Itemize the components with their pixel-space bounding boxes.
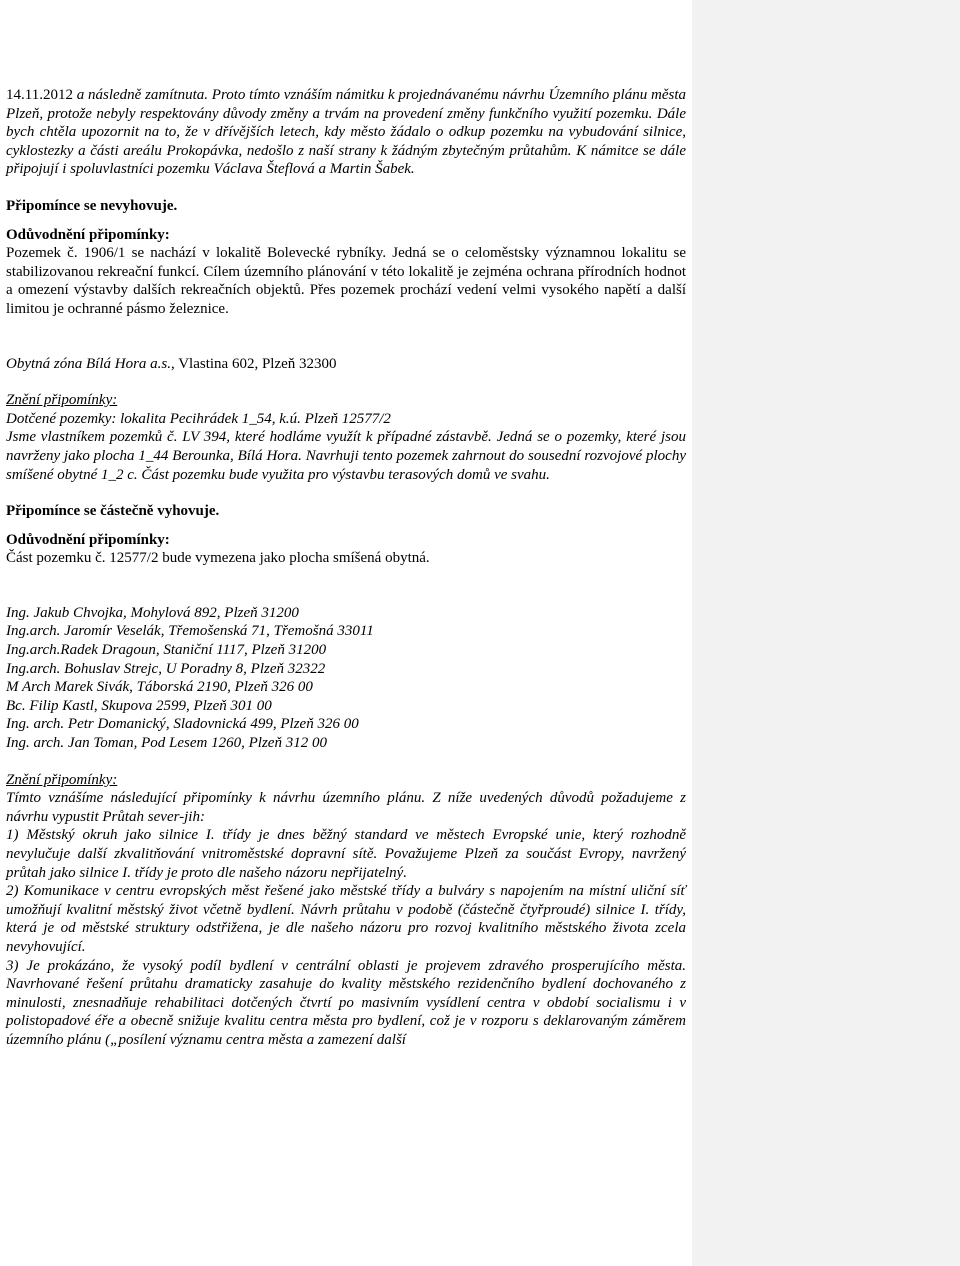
signatory: Ing.arch. Bohuslav Strejc, U Poradny 8, Plzeň 32322 xyxy=(6,660,326,677)
signatories-list xyxy=(6,604,686,753)
signatory: Ing.arch. Jaromír Veselák, Třemošenská 71, Třemošná 33011 xyxy=(6,623,374,640)
reason-heading: Odůvodnění připomínky: xyxy=(6,531,170,548)
signatory: M Arch Marek Sivák, Táborská 2190, Plzeň 326 00 xyxy=(6,679,313,696)
reason-text: Pozemek č. 1906/1 se nachází v lokalitě Bolevecké rybníky. Jedná se o celoměstsky významnou lokalitu se stabilizovanou rekreační funkcí. Cílem územního plánování v této lokalitě je zejména ochrana přírodních hodnot a omezení výstavby dalších rekreačních objektů. Přes pozemek prochází vedení velmi vysokého napětí a další limitou je ochranné pásmo železnice. xyxy=(6,245,686,317)
wording-paragraph: 2) Komunikace v centru evropských měst řešené jako městské třídy a bulváry s napojením na místní uliční síť umožňují kvalitní městský život včetně bydlení. Návrh průtahu v podobě (částečně čtyřproudé) silnice I. třídy, která je od městské struktury odstřižena, je dle našeho názoru pro rozvoj kvalitního městského života zcela nevyhovující. xyxy=(6,883,686,955)
signatory: Ing.arch.Radek Dragoun, Staniční 1117, Plzeň 31200 xyxy=(6,642,327,659)
reason-text: Část pozemku č. 12577/2 bude vymezena jako plocha smíšená obytná. xyxy=(6,550,430,567)
wording-heading: Znění připomínky: xyxy=(6,771,118,788)
date: 14.11.2012 xyxy=(6,87,73,103)
comment-margin xyxy=(692,0,960,1266)
affected-plots: Dotčené pozemky: lokalita Pecihrádek 1_54, k.ú. Plzeň 12577/2 xyxy=(6,410,391,427)
signatory: Ing. arch. Jan Toman, Pod Lesem 1260, Plzeň 312 00 xyxy=(6,735,327,752)
signatory: Ing. arch. Petr Domanický, Sladovnická 499, Plzeň 326 00 xyxy=(6,716,359,733)
wording-paragraph: 1) Městský okruh jako silnice I. třídy je dnes běžný standard ve městech Evropské unie, který rozhodně nevylučuje další zkvalitňování vnitroměstské dopravní sítě. Považujeme Plzeň za součást Evropy, navržený průtah jako silnice I. třídy je proto dle našeho názoru nepřijatelný. xyxy=(6,827,686,881)
signatory: Ing. Jakub Chvojka, Mohylová 892, Plzeň 31200 xyxy=(6,604,299,621)
signatory: Bc. Filip Kastl, Skupova 2599, Plzeň 301 00 xyxy=(6,697,272,714)
author: Obytná zóna Bílá Hora a.s., Vlastina 602, Plzeň 32300 xyxy=(6,355,337,372)
wording-paragraph: 3) Je prokázáno, že vysoký podíl bydlení v centrální oblasti je projevem zdravého prosperujícího města. Navrhované řešení průtahu dramaticky zasahuje do kvality městského rezidenčního bydlení dochovaného z minulosti, znesnadňuje rehabilitaci dotčených čtvrtí po masivním vysídlení centra v období socialismu i v polistopadové éře a obecně snižuje kvalitu centra města pro bydlení, což je v rozporu s deklarovaným záměrem územního plánu („posílení významu centra města a zamezení další xyxy=(6,957,686,1048)
verdict: Připomínce se částečně vyhovuje. xyxy=(6,503,220,520)
reason-heading: Odůvodnění připomínky: xyxy=(6,226,170,243)
document-page xyxy=(6,86,686,1050)
objection-text: 14.11.2012 a následně zamítnuta. Proto tímto vznáším námitku k projednávanému návrhu Územního plánu města Plzeň, protože nebyly respektovány důvody změny a trvám na provedení změny funkčního využití pozemku. Dále bych chtěla upozornit na to, že v dřívějších letech, kdy město žádalo o odkup pozemku na vybudování silnice, cyklostezky a části areálu Prokopávka, nedošlo z naší strany k žádným zbytečným průtahům. K námitce se dále připojují i spoluvlastníci pozemku Václava Šteflová a Martin Šabek. xyxy=(6,87,686,178)
wording-text: Jsme vlastníkem pozemků č. LV 394, které hodláme využít k případné zástavbě. Jedná se o pozemky, které jsou navrženy jako plocha 1_44 Berounka, Bílá Hora. Navrhuji tento pozemek zahrnout do sousední rozvojové plochy smíšené obytné 1_2 c. Část pozemku bude využita pro výstavbu terasových domů ve svahu. xyxy=(6,429,686,483)
wording-paragraph: Tímto vznášíme následující připomínky k návrhu územního plánu. Z níže uvedených důvodů požadujeme z návrhu vypustit Průtah sever-jih: xyxy=(6,790,686,825)
verdict: Připomínce se nevyhovuje. xyxy=(6,197,178,214)
wording-heading: Znění připomínky: xyxy=(6,392,118,409)
